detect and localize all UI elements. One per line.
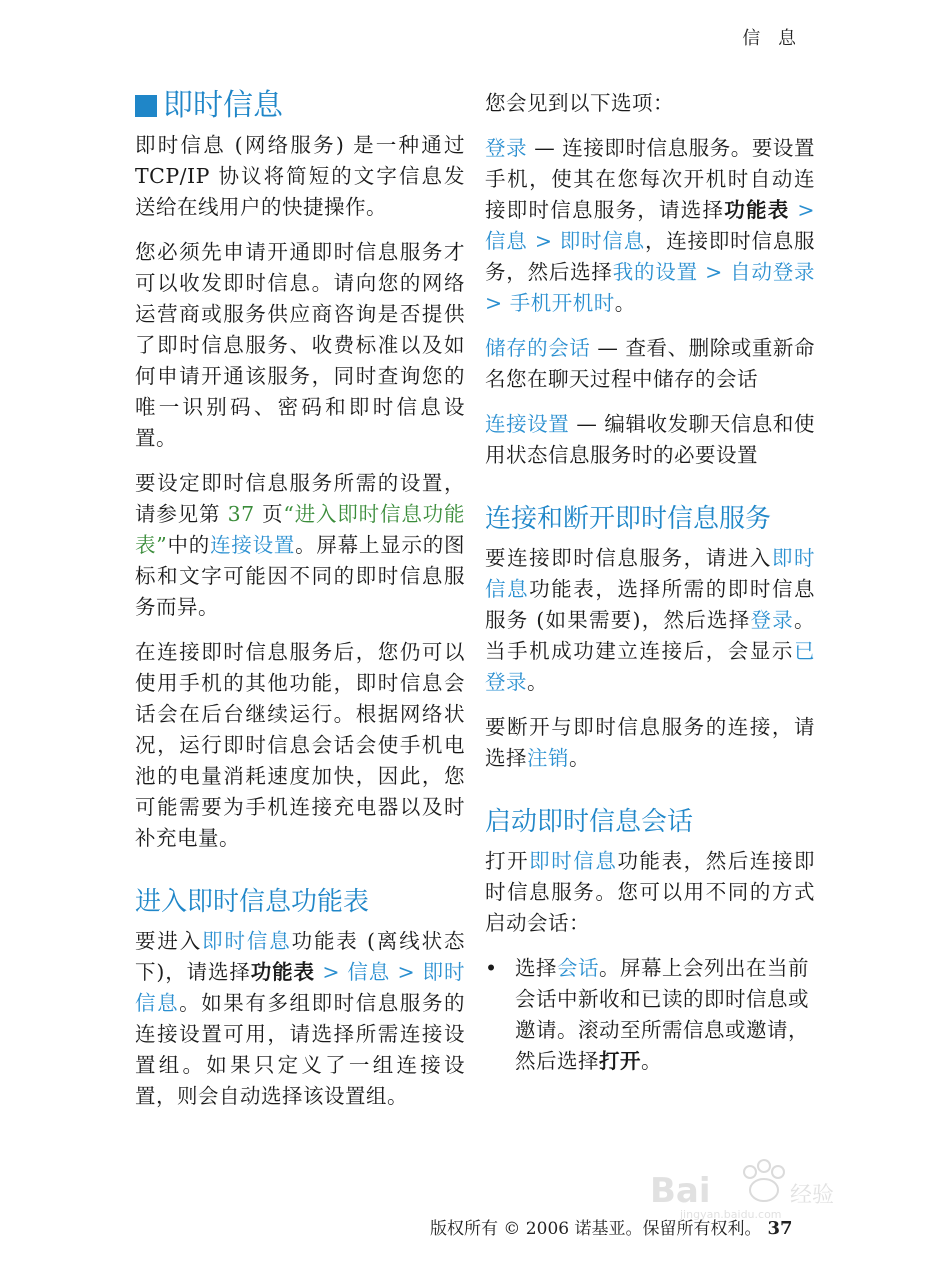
paragraph-background: 在连接即时信息服务后，您仍可以使用手机的其他功能，即时信息会话会在后台继续运行。根据网络状况，运行即时信息会话会使手机电池的电量消耗速度加快，因此，您可能需要为手机连接充电器以及时补充电量。 [135, 640, 465, 850]
messages-link-2[interactable]: 信息 [485, 229, 528, 253]
page-number: 37 [767, 1218, 793, 1239]
left-column [135, 88, 465, 1126]
menu-term: 功能表 [250, 960, 315, 984]
logged-in-status: 已登录 [485, 639, 815, 694]
paragraph-subscribe: 您必须先申请开通即时信息服务才可以收发即时信息。请向您的网络运营商或服务供应商咨询是否提供了即时信息服务、收费标准以及如何申请开通该服务，同时查询您的唯一识别码、密码和即时信息设置。 [135, 240, 465, 450]
cross-reference-link[interactable]: “进入即时信息功能表” [135, 502, 465, 557]
saved-sessions-link[interactable]: 储存的会话 [485, 336, 591, 360]
subheading-connect: 连接和断开即时信息服务 [485, 504, 772, 534]
paragraph-intro: 即时信息 (网络服务) 是一种通过 TCP/IP 协议将简短的文字信息发送给在线用户的快捷操作。 [135, 133, 465, 219]
on-startup-link[interactable]: 手机开机时 [509, 291, 615, 315]
right-column [485, 88, 815, 1077]
my-settings-link[interactable]: 我的设置 [612, 260, 698, 284]
section-title: 即时信息 [163, 88, 283, 123]
connection-settings-link[interactable]: 连接设置 [210, 533, 296, 557]
connection-settings-link-2[interactable]: 连接设置 [485, 412, 570, 436]
im-link-2[interactable]: 即时信息 [135, 960, 466, 1015]
paragraph-enter-menu: 要进入即时信息功能表 (离线状态下)，请选择功能表 > 信息 > 即时信息。如果有多组即时信息服务的连接设置可用，请选择所需连接设置组。如果只定义了一组连接设置，则会自动选择该设置组。 [135, 929, 466, 1108]
options-intro: 您会见到以下选项： [485, 91, 674, 115]
bullet-icon: • [485, 956, 498, 980]
messages-link[interactable]: 信息 [347, 960, 391, 984]
option-login: 登录 — 连接即时信息服务。要设置手机，使其在您每次开机时自动连接即时信息服务，请选择功能表 > 信息 > 即时信息，连接即时信息服务，然后选择我的设置 > 自动登录 > 手机开机时。 [485, 136, 816, 315]
auto-login-link[interactable]: 自动登录 [730, 260, 816, 284]
im-link-3[interactable]: 即时信息 [559, 229, 646, 253]
option-saved-sessions: 储存的会话 — 查看、删除或重新命名您在聊天过程中储存的会话 [485, 336, 815, 391]
paragraph-start-session: 打开即时信息功能表，然后连接即时信息服务。您可以用不同的方式启动会话： [485, 849, 816, 935]
list-item [485, 953, 815, 1077]
section-heading [135, 88, 465, 124]
logout-link[interactable]: 注销 [527, 746, 569, 770]
baidu-watermark-logo [640, 1150, 840, 1220]
subheading-enter-menu: 进入即时信息功能表 [135, 887, 370, 917]
im-link-4[interactable]: 即时信息 [485, 546, 816, 601]
paragraph-connect: 要连接即时信息服务，请进入即时信息功能表，选择所需的即时信息服务 (如果需要)，然后选择登录。当手机成功建立连接后，会显示已登录。 [485, 546, 816, 694]
open-term: 打开 [599, 1049, 641, 1073]
svg-text:经验: 经验 [790, 1183, 835, 1208]
im-link[interactable]: 即时信息 [202, 929, 292, 953]
bullet-text: 选择会话。屏幕上会列出在当前会话中新收和已读的即时信息或邀请。滚动至所需信息或邀请，然后选择打开。 [515, 956, 809, 1073]
login-link[interactable]: 登录 [485, 136, 528, 160]
paragraph-settings: 要设定即时信息服务所需的设置，请参见第 37 页“进入即时信息功能表”中的连接设置。屏幕上显示的图标和文字可能因不同的即时信息服务而异。 [135, 471, 466, 619]
heading-square-icon [135, 95, 157, 117]
subheading-start-session: 启动即时信息会话 [485, 807, 694, 837]
login-link-2[interactable]: 登录 [750, 608, 794, 632]
option-connection-settings: 连接设置 — 编辑收发聊天信息和使用状态信息服务时的必要设置 [485, 412, 815, 467]
copyright-notice: 版权所有 © 2006 诺基亚。保留所有权利。 [430, 1219, 762, 1239]
page-footer [430, 1214, 830, 1239]
running-header: 信 息 [742, 28, 802, 49]
im-link-5[interactable]: 即时信息 [529, 849, 618, 873]
page-ref-number: 37 [227, 502, 255, 526]
paragraph-disconnect: 要断开与即时信息服务的连接，请选择注销。 [485, 715, 815, 770]
svg-text:jingyan.baidu.com: jingyan.baidu.com [680, 1208, 782, 1220]
svg-text:Bai: Bai [650, 1171, 711, 1211]
sessions-link[interactable]: 会话 [557, 956, 599, 980]
